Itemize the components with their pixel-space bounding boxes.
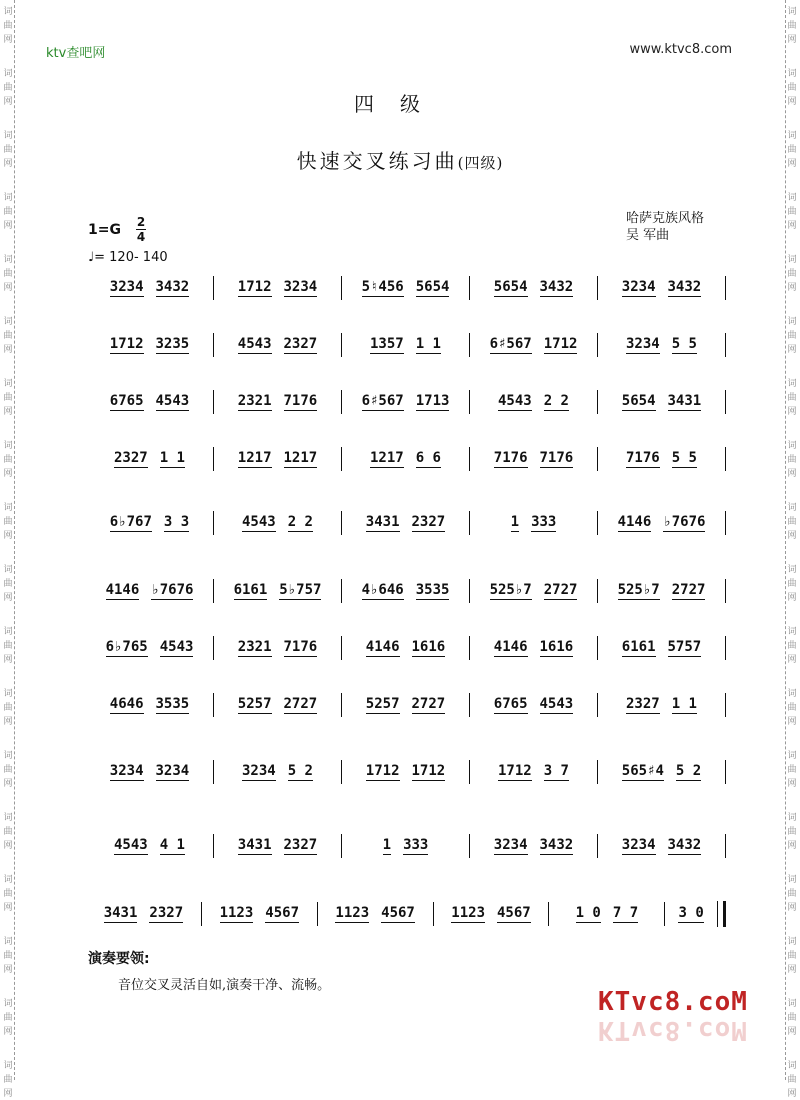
beat-group: 3431: [365, 514, 400, 530]
beat-group: 3431: [667, 393, 702, 409]
score-title-sub: (四级): [457, 154, 504, 172]
beat-group: 525♭7: [617, 582, 660, 598]
measure: [470, 511, 597, 535]
beat-group: 5♮456: [361, 279, 404, 295]
barline: [725, 834, 726, 858]
barline: [725, 693, 726, 717]
beat-group: 5 2: [287, 763, 313, 779]
site-name-left[interactable]: ktv查吧网: [46, 46, 106, 61]
measure: [549, 902, 664, 926]
beat-group: 1 1: [159, 450, 185, 466]
score-line: [86, 579, 726, 603]
left-watermark-text: 词 曲 网 词 曲 网 词 曲 网 词 曲 网 词 曲 网 词 曲 网 词 曲 网 词 曲 网 词 曲 网 词 曲 网 词 曲 网 词 曲 网 词 曲 网 词 曲 网 词 曲 网 词 曲 网 词 曲 网 词 曲 网: [3, 7, 13, 1099]
measure: [214, 760, 341, 784]
barline: [725, 511, 726, 535]
performance-text: 音位交叉灵活自如,演奏干净、流畅。: [118, 978, 331, 993]
beat-group: 2727: [283, 696, 318, 712]
measure: [86, 276, 213, 300]
tempo-marking: ♩= 120- 140: [88, 250, 168, 265]
measure: [598, 636, 725, 660]
beat-group: 1 0: [575, 905, 601, 921]
beat-group: 3234: [621, 837, 656, 853]
score-line: [86, 390, 726, 414]
beat-group: 4543: [155, 393, 190, 409]
measure: [214, 276, 341, 300]
right-watermark-text: 词 曲 网 词 曲 网 词 曲 网 词 曲 网 词 曲 网 词 曲 网 词 曲 网 词 曲 网 词 曲 网 词 曲 网 词 曲 网 词 曲 网 词 曲 网 词 曲 网 词 曲 网 词 曲 网 词 曲 网 词 曲 网: [787, 7, 797, 1099]
beat-group: 6161: [233, 582, 268, 598]
measure: [434, 902, 549, 926]
measure: [202, 902, 317, 926]
beat-group: 4 1: [159, 837, 185, 853]
measure: [598, 760, 725, 784]
beat-group: 1616: [411, 639, 446, 655]
measure: [86, 834, 213, 858]
measure: [342, 390, 469, 414]
measure: [470, 693, 597, 717]
beat-group: 1217: [283, 450, 318, 466]
beat-group: 3432: [539, 279, 574, 295]
beat-group: 4567: [497, 905, 531, 921]
beat-group: 6765: [493, 696, 528, 712]
beat-group: 4543: [241, 514, 276, 530]
beat-group: 3 7: [543, 763, 569, 779]
beat-group: 7 7: [612, 905, 639, 921]
beat-group: 6♭765: [105, 639, 148, 655]
measure: [598, 511, 725, 535]
beat-group: ♭7676: [663, 514, 706, 530]
beat-group: 2321: [237, 639, 272, 655]
beat-group: 2727: [411, 696, 446, 712]
measure: [214, 390, 341, 414]
beat-group: 3535: [415, 582, 450, 598]
beat-group: 4146: [617, 514, 652, 530]
beat-group: 3234: [109, 279, 144, 295]
measure: [342, 511, 469, 535]
score-line: [86, 511, 726, 535]
beat-group: 1712: [365, 763, 400, 779]
score-title-main: 快速交叉练习曲: [296, 149, 458, 173]
measure: [598, 447, 725, 471]
measure: [342, 579, 469, 603]
beat-group: 1123: [219, 905, 254, 921]
beat-group: 3431: [103, 905, 138, 921]
measure: [214, 579, 341, 603]
beat-group: 4146: [493, 639, 528, 655]
beat-group: 6161: [621, 639, 656, 655]
site-logo[interactable]: [598, 988, 748, 1052]
beat-group: 6♯567: [361, 393, 404, 409]
beat-group: 525♭7: [489, 582, 532, 598]
beat-group: 3235: [155, 336, 190, 352]
beat-group: 2327: [411, 514, 446, 530]
beat-group: 6 6: [415, 450, 441, 466]
beat-group: 3234: [283, 279, 318, 295]
beat-group: 3234: [493, 837, 528, 853]
measure: [214, 636, 341, 660]
measure: [342, 333, 469, 357]
score-line: [86, 902, 726, 926]
measure: [214, 693, 341, 717]
measure: [86, 447, 213, 471]
beat-group: 5 5: [671, 336, 697, 352]
beat-group: 5654: [493, 279, 528, 295]
beat-group: 1616: [539, 639, 574, 655]
measure: [470, 333, 597, 357]
beat-group: 1217: [237, 450, 272, 466]
beat-group: 3234: [109, 763, 144, 779]
measure: [598, 693, 725, 717]
beat-group: 2327: [283, 837, 318, 853]
measure: [86, 511, 213, 535]
beat-group: 4543: [497, 393, 532, 409]
score-line: [86, 760, 726, 784]
beat-group: 6♯567: [489, 336, 532, 352]
measure: [342, 636, 469, 660]
measure: [342, 693, 469, 717]
barline: [725, 447, 726, 471]
beat-group: 333: [531, 514, 557, 530]
beat-group: 4543: [113, 837, 148, 853]
final-barline: [717, 901, 726, 927]
barline: [725, 636, 726, 660]
beat-group: 1713: [415, 393, 450, 409]
beat-group: 565♯4: [621, 763, 664, 779]
measure: [86, 902, 201, 926]
measure: [342, 276, 469, 300]
measure: [318, 902, 433, 926]
score-title: [0, 145, 800, 174]
beat-group: 3234: [621, 279, 656, 295]
beat-group: 4543: [539, 696, 574, 712]
beat-group: 4♭646: [361, 582, 404, 598]
beat-group: 3535: [155, 696, 190, 712]
measure: [86, 390, 213, 414]
measure: [86, 636, 213, 660]
measure: [86, 333, 213, 357]
measure: [470, 390, 597, 414]
meter-bottom: 4: [136, 230, 146, 244]
beat-group: 1: [382, 837, 392, 853]
measure: [86, 579, 213, 603]
measure: [342, 447, 469, 471]
beat-group: 2727: [543, 582, 578, 598]
beat-group: 1712: [109, 336, 144, 352]
beat-group: 5♭757: [279, 582, 322, 598]
measure: [665, 902, 717, 926]
composer-note: [626, 210, 704, 244]
beat-group: 1712: [237, 279, 272, 295]
beat-group: 3432: [155, 279, 190, 295]
beat-group: 3 0: [678, 905, 704, 921]
beat-group: 1: [510, 514, 520, 530]
beat-group: 3234: [241, 763, 276, 779]
beat-group: 3432: [667, 837, 702, 853]
beat-group: 2 2: [287, 514, 313, 530]
measure: [214, 447, 341, 471]
beat-group: 1217: [369, 450, 404, 466]
barline: [725, 390, 726, 414]
barline: [725, 276, 726, 300]
beat-group: 2321: [237, 393, 272, 409]
beat-group: 1123: [451, 905, 485, 921]
measure: [470, 579, 597, 603]
key-signature: 1=G: [88, 222, 121, 238]
measure: [86, 693, 213, 717]
beat-group: 3234: [625, 336, 660, 352]
measure: [598, 834, 725, 858]
logo-text: KTvc8.coM: [598, 987, 748, 1017]
beat-group: 2327: [149, 905, 184, 921]
beat-group: 1712: [543, 336, 578, 352]
beat-group: 1 1: [415, 336, 441, 352]
site-url-right[interactable]: www.ktvc8.com: [629, 42, 732, 57]
beat-group: 2 2: [543, 393, 569, 409]
measure: [598, 276, 725, 300]
performance-label: 演奏要领:: [88, 951, 150, 967]
beat-group: 2727: [671, 582, 706, 598]
score-line: [86, 276, 726, 300]
meter-top: 2: [136, 215, 146, 229]
beat-group: 3432: [539, 837, 574, 853]
beat-group: 1357: [369, 336, 404, 352]
beat-group: 5257: [237, 696, 272, 712]
measure: [598, 333, 725, 357]
beat-group: 6765: [109, 393, 144, 409]
beat-group: 3432: [667, 279, 702, 295]
time-signature: [136, 216, 146, 243]
beat-group: 5654: [621, 393, 656, 409]
beat-group: 7176: [625, 450, 660, 466]
beat-group: 1712: [497, 763, 532, 779]
beat-group: 6♭767: [109, 514, 152, 530]
beat-group: 7176: [283, 639, 318, 655]
score-line: [86, 447, 726, 471]
beat-group: 2327: [283, 336, 318, 352]
measure: [342, 834, 469, 858]
measure: [342, 760, 469, 784]
measure: [470, 276, 597, 300]
beat-group: 7176: [283, 393, 318, 409]
measure: [214, 333, 341, 357]
beat-group: 4146: [365, 639, 400, 655]
beat-group: 2327: [113, 450, 148, 466]
beat-group: 3234: [155, 763, 190, 779]
score-line: [86, 333, 726, 357]
logo-reflection: KTvc8.coM: [598, 1015, 748, 1045]
barline: [725, 333, 726, 357]
measure: [470, 834, 597, 858]
beat-group: 3 3: [163, 514, 190, 530]
beat-group: 4543: [237, 336, 272, 352]
beat-group: 5257: [365, 696, 400, 712]
beat-group: 7176: [539, 450, 574, 466]
measure: [86, 760, 213, 784]
beat-group: 2327: [625, 696, 660, 712]
beat-group: 3431: [237, 837, 272, 853]
level-heading: 四级: [354, 92, 446, 116]
beat-group: 5 5: [671, 450, 697, 466]
measure: [598, 579, 725, 603]
beat-group: 333: [403, 837, 429, 853]
beat-group: 5654: [415, 279, 450, 295]
beat-group: 1712: [411, 763, 446, 779]
beat-group: 7176: [493, 450, 528, 466]
score-line: [86, 693, 726, 717]
beat-group: 4567: [381, 905, 415, 921]
barline: [725, 760, 726, 784]
measure: [470, 636, 597, 660]
measure: [470, 760, 597, 784]
style-line: 哈萨克族风格: [626, 211, 705, 226]
composer-line: 吴 军曲: [626, 228, 670, 243]
beat-group: 5 2: [675, 763, 702, 779]
measure: [598, 390, 725, 414]
beat-group: 4543: [159, 639, 194, 655]
score-line: [86, 636, 726, 660]
measure: [214, 511, 341, 535]
beat-group: 5757: [667, 639, 702, 655]
beat-group: ♭7676: [151, 582, 194, 598]
beat-group: 1 1: [671, 696, 697, 712]
measure: [214, 834, 341, 858]
beat-group: 1123: [335, 905, 370, 921]
score-line: [86, 834, 726, 858]
measure: [470, 447, 597, 471]
barline: [725, 579, 726, 603]
beat-group: 4146: [105, 582, 140, 598]
beat-group: 4646: [109, 696, 144, 712]
beat-group: 4567: [265, 905, 299, 921]
